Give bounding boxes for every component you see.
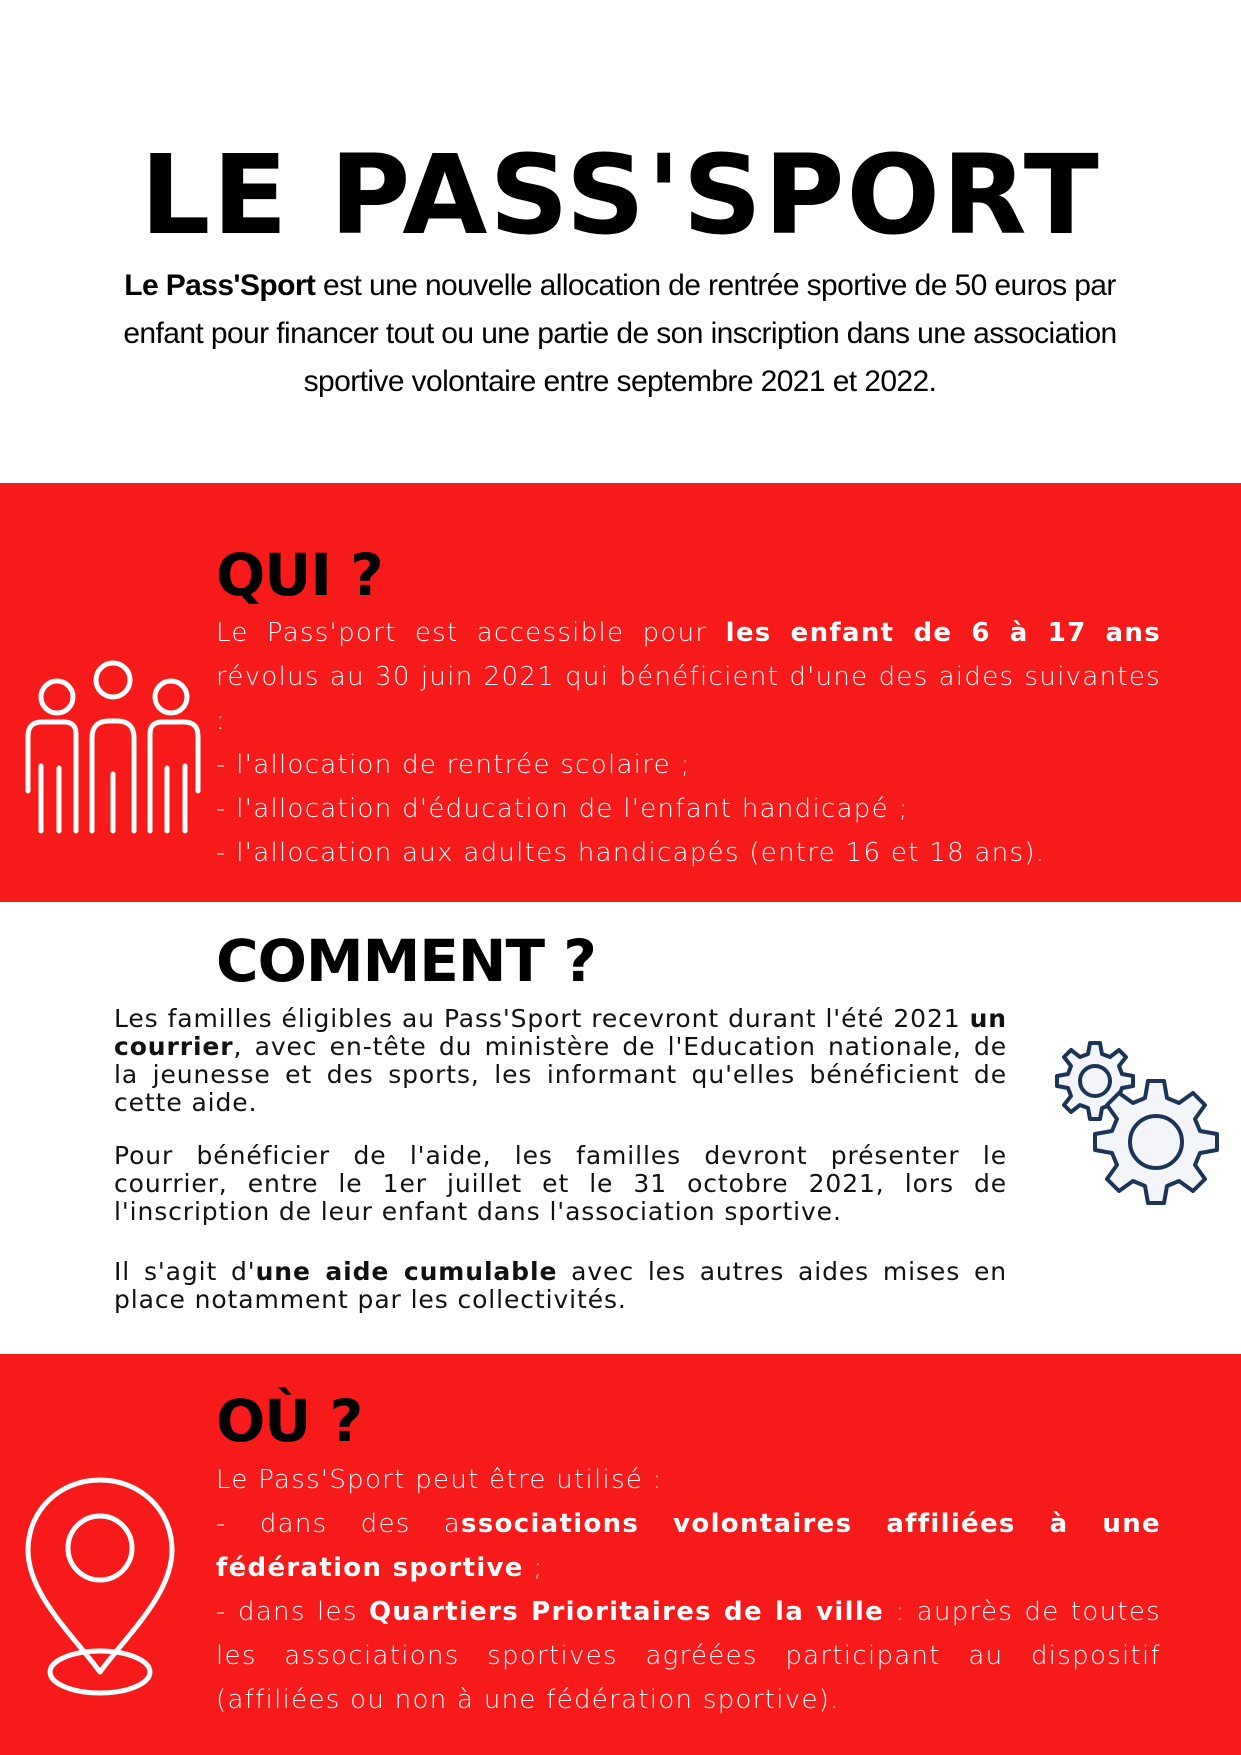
intro-paragraph [110, 262, 1130, 406]
intro-bold: Le Pass'Sport [124, 269, 316, 302]
qui-text-bold: les enfant de 6 à 17 ans [725, 618, 1161, 648]
ou-item2 [216, 1590, 1161, 1722]
comment-text-bold: un courrier [114, 1004, 1007, 1061]
map-pin-icon [22, 1476, 182, 1701]
qui-list-item: - l'allocation de rentrée scolaire ; [216, 750, 691, 780]
ou-item1-bold: ssociations volontaires affiliées à une fédération sportive [216, 1509, 1161, 1583]
comment-text-c: , avec en-tête du ministère de l'Education nationale, de la jeunesse et des sports, les informant qu'elles bénéficient de cette aide. [114, 1032, 1007, 1117]
heading-comment: COMMENT ? [216, 927, 596, 995]
heading-qui: QUI ? [216, 541, 383, 609]
heading-ou: OÙ ? [216, 1387, 363, 1455]
comment-paragraph-1 [114, 1005, 1007, 1117]
comment-p3-a: Il s'agit d' [114, 1257, 256, 1286]
ou-item1-a: - dans des a [216, 1509, 462, 1539]
comment-paragraph-3 [114, 1258, 1007, 1314]
page-title: LE PASS'SPORT [140, 131, 1101, 259]
ou-item2-c: : auprès de toutes les associations sportives agréées participant au dispositif (affiliées ou non à une fédération sportive). [216, 1597, 1161, 1715]
ou-item2-a: - dans les [216, 1597, 370, 1627]
ou-item2-bold: Quartiers Prioritaires de la ville [369, 1597, 884, 1627]
ou-paragraph [216, 1458, 1161, 1722]
intro-text: est une nouvelle allocation de rentrée sportive de 50 euros par enfant pour financer tout ou une partie de son inscription dans une association sportive volontaire entre septembre 2021 et 2022. [123, 269, 1117, 398]
qui-text-a: Le Pass'port est accessible pour [216, 618, 726, 648]
ou-intro: Le Pass'Sport peut être utilisé : [216, 1465, 663, 1495]
comment-text-a: Les familles éligibles au Pass'Sport recevront durant l'été 2021 [114, 1004, 970, 1033]
comment-p3-bold: une aide cumulable [255, 1257, 558, 1286]
qui-paragraph [216, 611, 1161, 875]
comment-paragraph-2: Pour bénéficier de l'aide, les familles devront présenter le courrier, entre le 1er juillet et le 31 octobre 2021, lors de l'inscription de leur enfant dans l'association sportive. [114, 1141, 1007, 1226]
gears-icon [1030, 1038, 1230, 1238]
ou-item1-c: ; [523, 1553, 544, 1583]
qui-text-c: révolus au 30 juin 2021 qui bénéficient d'une des aides suivantes : [216, 662, 1161, 736]
people-icon [22, 656, 204, 836]
comment-p3-c: avec les autres aides mises en place notamment par les collectivités. [114, 1257, 1007, 1314]
qui-list-item: - l'allocation d'éducation de l'enfant handicapé ; [216, 794, 909, 824]
qui-list-item: - l'allocation aux adultes handicapés (entre 16 et 18 ans). [216, 838, 1046, 868]
